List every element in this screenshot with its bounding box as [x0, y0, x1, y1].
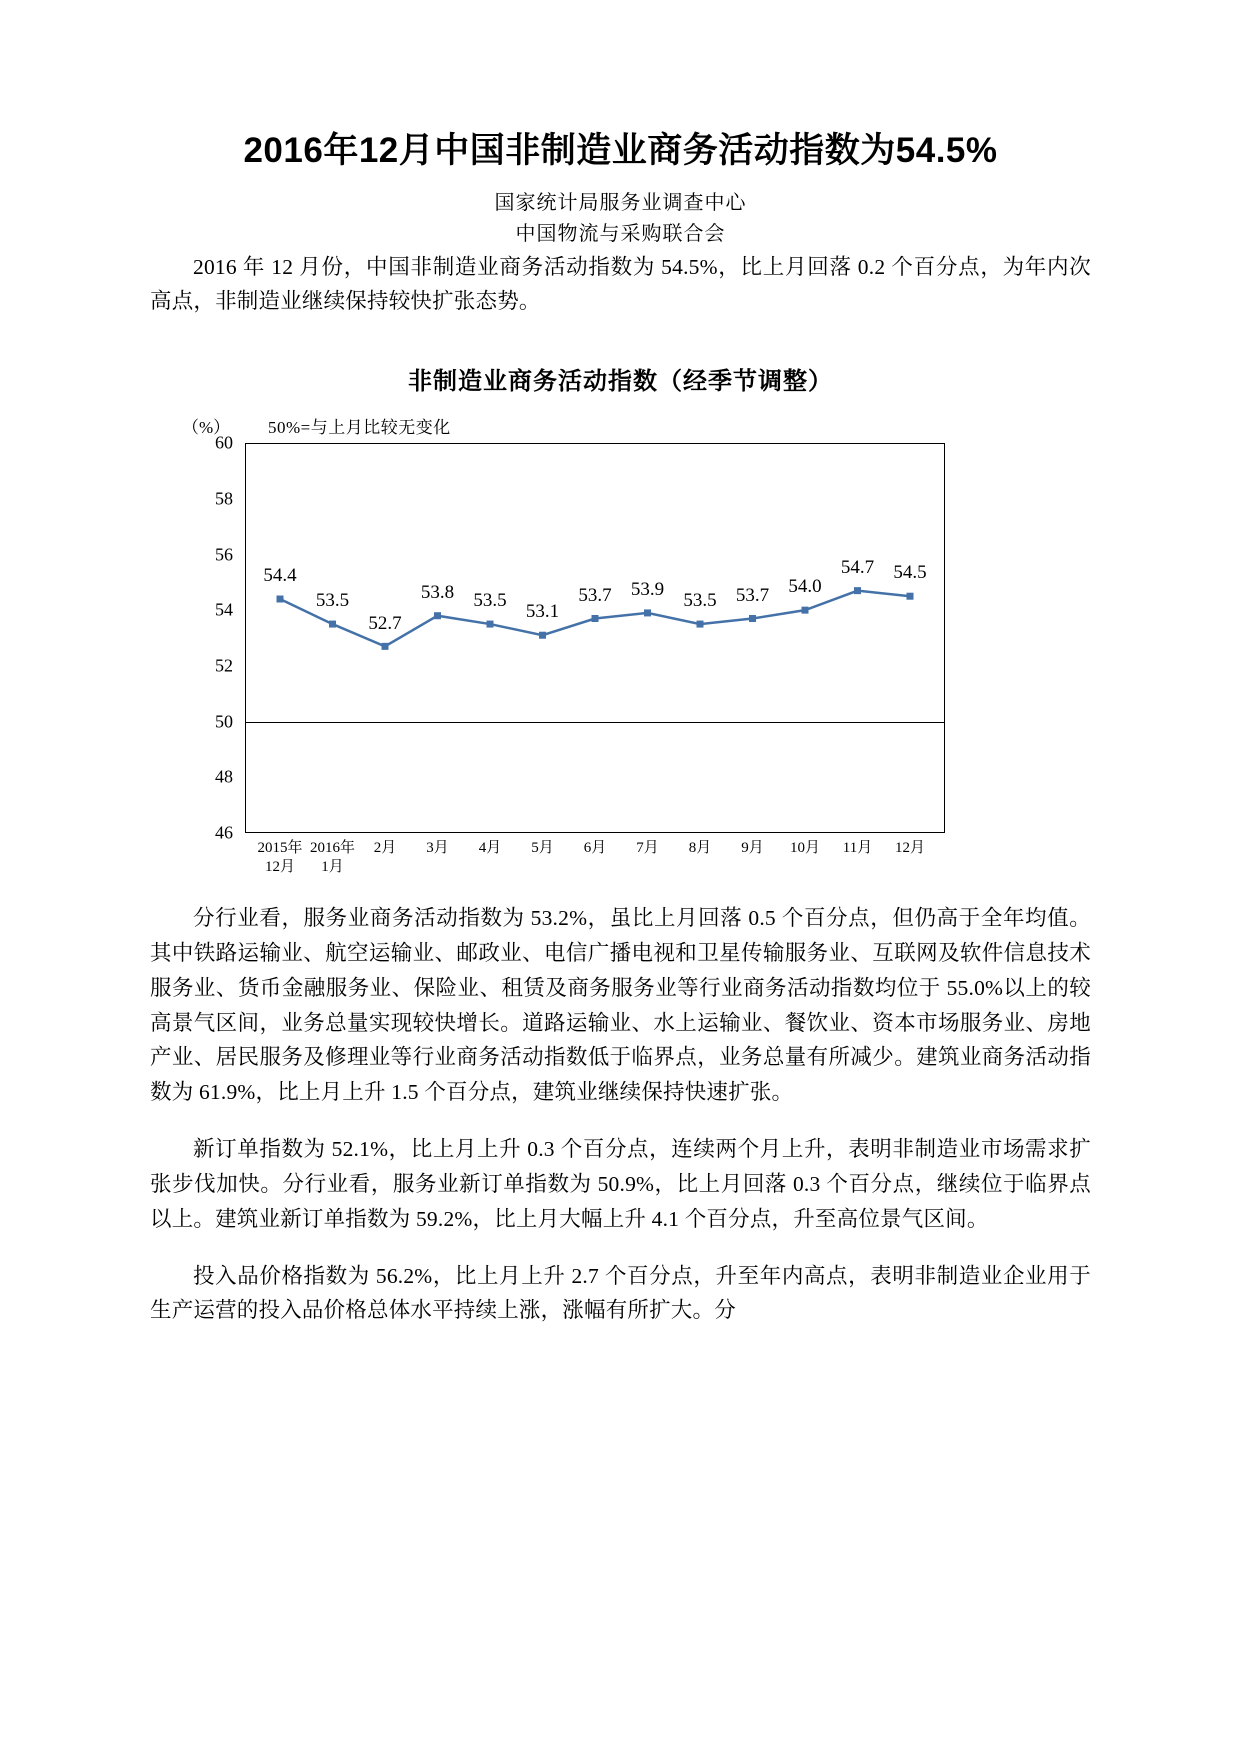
chart-x-tick: 4月 [478, 840, 502, 857]
chart-point-label: 53.7 [735, 584, 770, 606]
chart-title: 非制造业商务活动指数（经季节调整） [408, 369, 833, 396]
byline-line-1: 国家统计局服务业调查中心 [494, 191, 747, 214]
chart-x-tick: 2016年 1月 [309, 840, 356, 875]
paragraph-new-orders: 新订单指数为 52.1%，比上月上升 0.3 个百分点，连续两个月上升，表明非制造业市场需求扩张步伐加快。分行业看，服务业新订单指数为 50.9%，比上月回落 0.3 个百分点，继续位于临界点以上。建筑业新订单指数为 59.2%，比上月大幅上升 4.1 个百分点，升至高位景气区间。 [150, 1137, 1091, 1231]
chart-y-tick: 46 [215, 822, 233, 843]
chart-point-label: 54.5 [893, 562, 927, 584]
chart-x-tick: 6月 [583, 840, 607, 857]
chart-point-label: 53.8 [420, 581, 455, 603]
chart-units-label: （%） [182, 418, 231, 438]
chart-y-tick: 54 [215, 599, 233, 620]
chart-plot-wrapper [215, 432, 945, 875]
chart-y-tick: 52 [215, 655, 233, 676]
byline-line-2: 中国物流与采购联合会 [515, 222, 726, 245]
chart-x-tick: 8月 [688, 840, 712, 857]
chart-point-label: 53.5 [473, 590, 507, 612]
chart-y-tick: 58 [215, 488, 233, 509]
chart-y-tick: 48 [215, 766, 233, 787]
chart-x-tick: 11月 [842, 840, 873, 857]
chart-point-label: 54.7 [840, 556, 875, 578]
chart-x-tick: 9月 [741, 840, 764, 857]
chart-x-tick: 2015年 12月 [257, 840, 303, 875]
chart-point-label: 54.0 [788, 576, 822, 598]
chart-x-tick: 12月 [894, 840, 926, 857]
chart-point-label: 53.9 [630, 579, 665, 601]
chart-y-tick: 56 [215, 544, 233, 565]
chart-point-label: 53.5 [683, 590, 717, 612]
chart-x-tick: 7月 [636, 840, 659, 857]
chart-y-tick: 60 [215, 432, 233, 453]
chart-y-tick: 50 [215, 711, 233, 732]
chart-point-label: 52.7 [368, 612, 402, 634]
paragraph-industry: 分行业看，服务业商务活动指数为 53.2%，虽比上月回落 0.5 个百分点，但仍高于全年均值。其中铁路运输业、航空运输业、邮政业、电信广播电视和卫星传输服务业、互联网及软件信息技术服务业、货币金融服务业、保险业、租赁及商务服务业等行业商务活动指数均位于 55.0%以上的较高景气区间，业务总量实现较快增长。道路运输业、水上运输业、餐饮业、资本市场服务业、房地产业、居民服务及修理业等行业商务活动指数低于临界点，业务总量有所减少。建筑业商务活动指数为 61.9%，比上月上升 1.5 个百分点，建筑业继续保持快速扩张。 [150, 906, 1091, 1105]
chart-series-line [245, 443, 945, 833]
chart-x-tick: 2月 [373, 840, 397, 857]
chart-x-tick: 3月 [426, 840, 449, 857]
paragraph-intro: 2016 年 12 月份，中国非制造业商务活动指数为 54.5%，比上月回落 0.2 个百分点，为年内次高点，非制造业继续保持较快扩张态势。 [150, 254, 1091, 314]
chart-figure [150, 361, 1091, 891]
page-title: 2016年12月中国非制造业商务活动指数为54.5% [243, 131, 998, 170]
paragraph-input-prices: 投入品价格指数为 56.2%，比上月上升 2.7 个百分点，升至年内高点，表明非制造业企业用于生产运营的投入品价格总体水平持续上涨，涨幅有所扩大。分 [150, 1263, 1091, 1323]
chart-point-label: 53.7 [578, 584, 612, 606]
chart-x-tick: 10月 [789, 840, 821, 857]
chart-point-label: 53.1 [525, 601, 560, 623]
chart-point-label: 54.4 [263, 565, 297, 587]
byline [150, 188, 1091, 250]
chart-point-label: 53.5 [315, 590, 350, 612]
chart-note: 50%=与上月比较无变化 [268, 418, 451, 438]
chart-x-tick: 5月 [531, 840, 554, 857]
